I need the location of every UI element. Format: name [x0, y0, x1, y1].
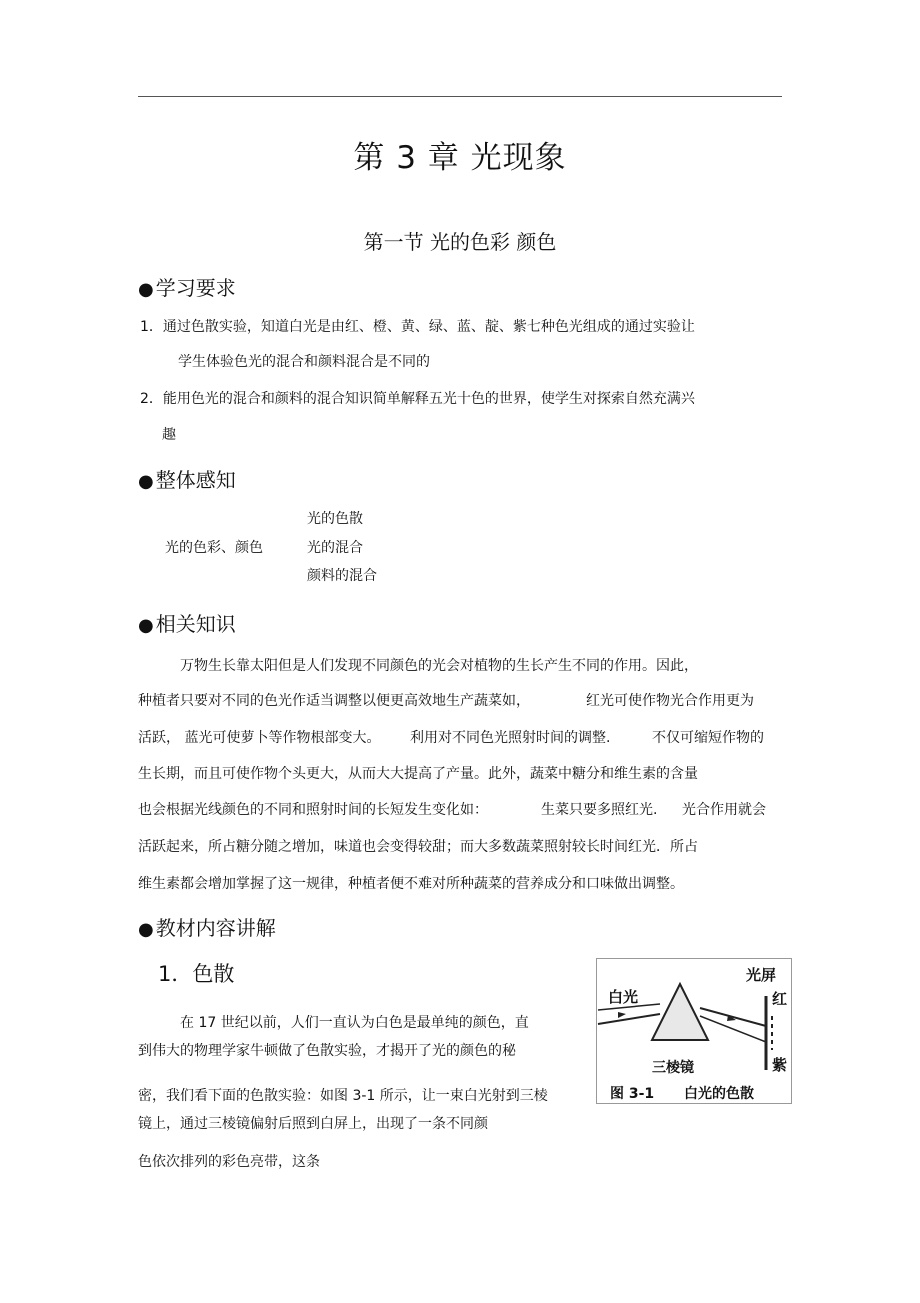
related-line: 维生素都会增加掌握了这一规律，种植者便不难对所种蔬菜的营养成分和口味做出调整。 [138, 876, 684, 892]
header-rule [138, 96, 782, 97]
requirement-item-2: 2．能用色光的混合和颜料的混合知识简单解释五光十色的世界，使学生对探索自然充满兴 [140, 391, 695, 407]
bullet-icon: ● [138, 919, 154, 940]
content-line: 密，我们看下面的色散实验：如图 3-1 所示，让一束白光射到三棱 [138, 1088, 548, 1104]
overview-topic: 光的色彩、颜色 [165, 540, 263, 556]
related-line: 种植者只要对不同的色光作适当调整以便更高效地生产蔬菜如， [138, 693, 530, 709]
overview-branch: 光的混合 [307, 540, 363, 556]
related-line: 生菜只要多照红光. [541, 802, 658, 818]
bullet-icon: ● [138, 615, 154, 636]
content-line: 色依次排列的彩色亮带，这条 [138, 1154, 320, 1170]
dispersion-figure [596, 958, 792, 1104]
related-line: 活跃起来，所占糖分随之增加，味道也会变得较甜；而大多数蔬菜照射较长时间红光．所占 [138, 839, 698, 855]
related-line: 光合作用就会 [682, 802, 766, 818]
content-line: 镜上，通过三棱镜偏射后照到白屏上，出现了一条不同颜 [138, 1116, 488, 1132]
related-line: 生长期，而且可使作物个头更大，从而大大提高了产量。此外，蔬菜中糖分和维生素的含量 [138, 766, 698, 782]
caption-number: 图 3-1 [610, 1086, 655, 1102]
caption-text: 白光的色散 [684, 1086, 754, 1102]
related-line: 也会根据光线颜色的不同和照射时间的长短发生变化如： [138, 802, 488, 818]
requirement-item-2-cont: 趣 [162, 427, 176, 443]
related-line: 红光可使作物光合作用更为 [586, 693, 754, 709]
content-line: 到伟大的物理学家牛顿做了色散实验，才揭开了光的颜色的秘 [138, 1043, 516, 1059]
overview-branch: 光的色散 [307, 511, 363, 527]
requirement-item-1: 1．通过色散实验，知道白光是由红、橙、黄、绿、蓝、靛、紫七种色光组成的通过实验让 [140, 319, 695, 335]
section-title: 第一节 光的色彩 颜色 [363, 230, 557, 254]
content-line: 在 17 世纪以前，人们一直认为白色是最单纯的颜色，直 [180, 1015, 529, 1031]
label-prism: 三棱镜 [652, 1060, 694, 1076]
overview-branch: 颜料的混合 [307, 568, 377, 584]
subsection-dispersion: 1．色散 [158, 962, 235, 986]
chapter-title: 第 3 章 光现象 [353, 140, 567, 176]
requirement-item-1-cont: 学生体验色光的混合和颜料混合是不同的 [178, 354, 430, 370]
related-line: 不仅可缩短作物的 [652, 730, 764, 746]
related-line: 利用对不同色光照射时间的调整. [410, 730, 611, 746]
related-line: 万物生长靠太阳但是人们发现不同颜色的光会对植物的生长产生不同的作用。因此， [180, 658, 698, 674]
related-heading: ● 相关知识 [138, 612, 236, 636]
overview-heading: ● 整体感知 [138, 468, 236, 492]
label-violet: 紫 [772, 1056, 788, 1074]
bullet-icon: ● [138, 471, 154, 492]
label-white-light: 白光 [608, 988, 639, 1006]
bullet-icon: ● [138, 279, 154, 300]
content-heading: ● 教材内容讲解 [138, 916, 276, 940]
label-red: 红 [772, 990, 788, 1008]
requirements-heading: ● 学习要求 [138, 276, 236, 300]
related-line: 活跃， 蓝光可使萝卜等作物根部变大。 [138, 730, 381, 746]
label-screen: 光屏 [746, 966, 777, 984]
